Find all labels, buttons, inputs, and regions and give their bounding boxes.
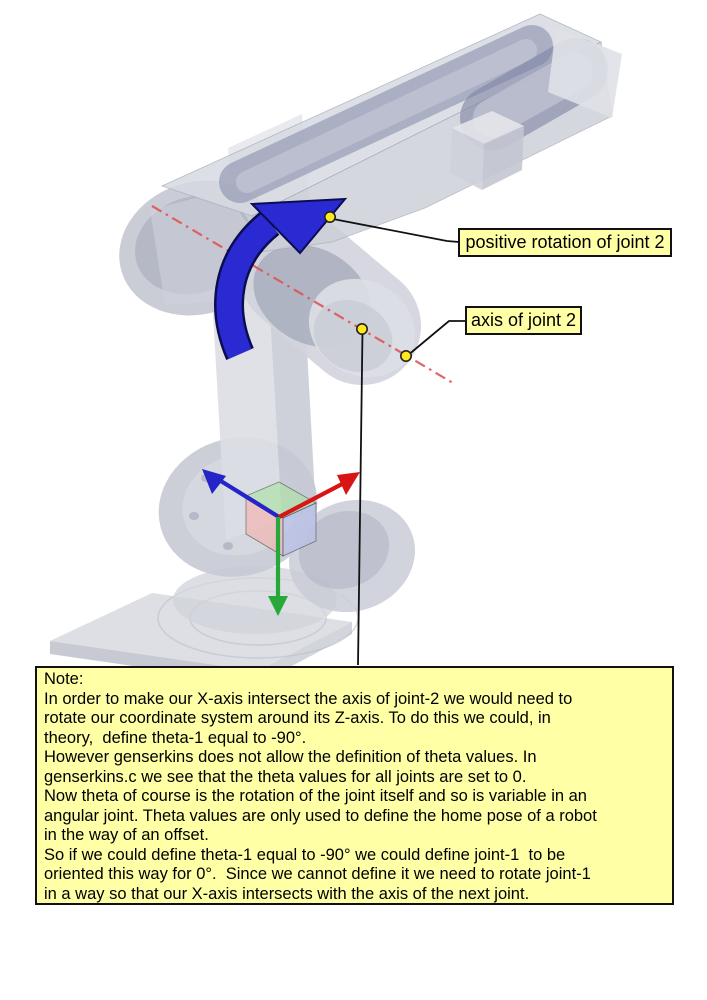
note-line: rotate our coordinate system around its Z-axis. To do this we could, in (44, 709, 551, 728)
note-box (35, 666, 674, 905)
note-line: So if we could define theta-1 equal to -90° we could define joint-1 to be (44, 845, 566, 864)
note-line: However genserkins does not allow the definition of theta values. In (44, 748, 537, 767)
note-line: Note: (44, 670, 84, 688)
note-line: in the way of an offset. (44, 826, 209, 845)
axis-marker-dot-inner (357, 324, 367, 334)
note-line: in a way so that our X-axis intersects with the axis of the next joint. (44, 885, 530, 904)
note-line: angular joint. Theta values are only used to define the home pose of a robot (44, 806, 597, 825)
note-line: genserkins.c we see that the theta values for all joints are set to 0. (44, 767, 527, 786)
rotation-callout-label: positive rotation of joint 2 (458, 228, 672, 257)
note-line: In order to make our X-axis intersect the axis of joint-2 we would need to (44, 689, 573, 708)
note-line: Now theta of course is the rotation of the joint itself and so is variable in an (44, 787, 587, 806)
note-line: oriented this way for 0°. Since we cannot define it we need to rotate joint-1 (44, 865, 591, 884)
note-line: theory, define theta-1 equal to -90°. (44, 728, 307, 747)
rotation-marker-dot (325, 212, 335, 222)
axis-callout-label: axis of joint 2 (465, 306, 582, 335)
axis-marker-dot-outer (401, 351, 411, 361)
